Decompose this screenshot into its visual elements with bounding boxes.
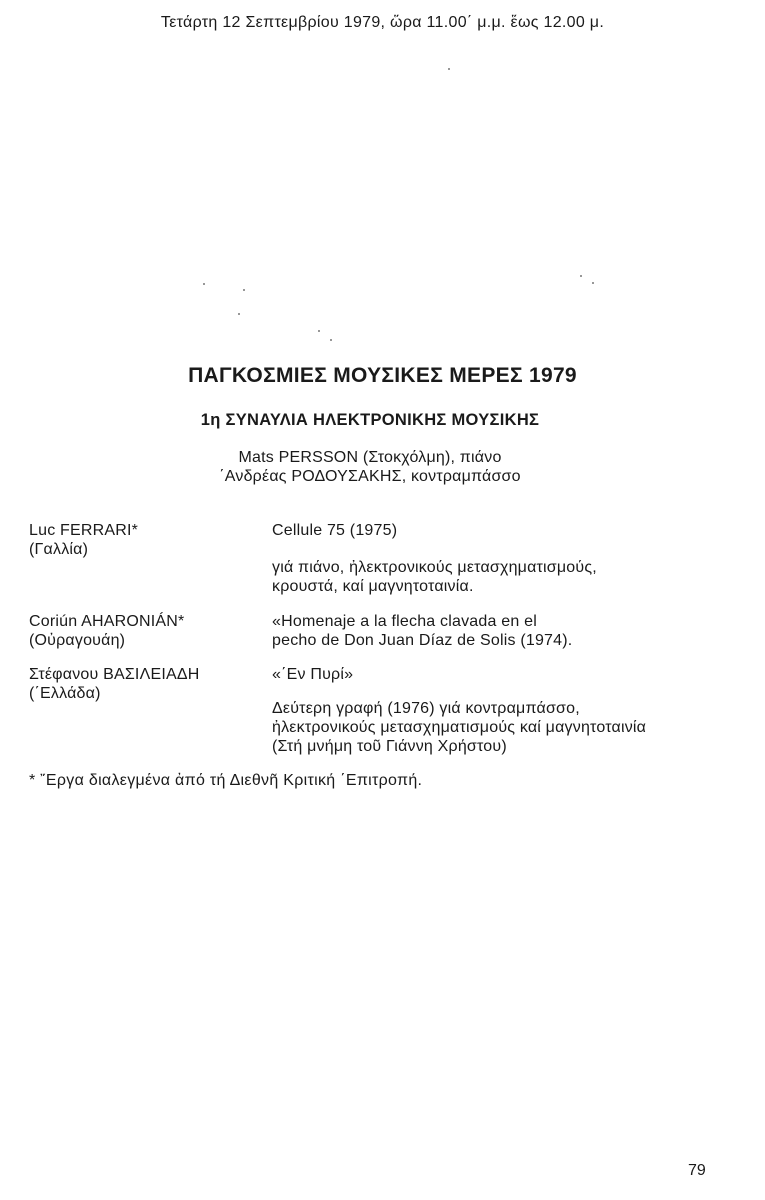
concert-subtitle: 1η ΣΥΝΑΥΛΙΑ ΗΛΕΚΤΡΟΝΙΚΗΣ ΜΟΥΣΙΚΗΣ: [200, 411, 540, 429]
work-description-line: Δεύτερη γραφή (1976) γιά κοντραμπάσσο,: [272, 700, 580, 717]
work-title: Cellule 75 (1975): [272, 522, 398, 539]
composer-entry: [29, 612, 259, 650]
work-description-line: γιά πιάνο, ἠλεκτρονικούς μετασχηματισμούς,: [272, 559, 597, 576]
composer-entry: [29, 665, 259, 703]
performer-line: ΄Ανδρέας ΡΟΔΟΥΣΑΚΗΣ, κοντραμπάσσο: [219, 468, 521, 485]
print-speck: [318, 330, 320, 332]
footnote: * ῎Εργα διαλεγμένα ἀπό τή Διεθνῆ Κριτική ΄Επιτροπή.: [29, 772, 423, 789]
print-speck: [203, 283, 205, 285]
work-title-line: «Homenaje a la flecha clavada en el: [272, 613, 537, 630]
work-description-line: κρουστά, καί μαγνητοταινία.: [272, 578, 474, 595]
composer-country: (΄Ελλάδα): [29, 685, 101, 702]
performers-block: [0, 448, 740, 486]
composer-entry: [29, 521, 259, 559]
print-speck: [330, 339, 332, 341]
print-speck: [243, 289, 245, 291]
composer-name: Στέφανου ΒΑΣΙΛΕΙΑΔΗ: [29, 666, 200, 683]
performer-line: Mats PERSSON (Στοκχόλμη), πιάνο: [238, 449, 502, 466]
print-speck: [580, 275, 582, 277]
composer-name: Coriún AHARONIÁN*: [29, 613, 185, 630]
page-title: ΠΑΓΚΟΣΜΙΕΣ ΜΟΥΣΙΚΕΣ ΜΕΡΕΣ 1979: [188, 364, 577, 387]
dateline: Τετάρτη 12 Σεπτεμβρίου 1979, ὥρα 11.00΄ μ.μ. ἕως 12.00 μ.: [160, 14, 605, 31]
work-title: «΄Εν Πυρί»: [272, 666, 354, 683]
composer-country: (Οὐραγουάη): [29, 632, 126, 649]
print-speck: [238, 313, 240, 315]
work-entry: [272, 665, 742, 756]
work-title-line: pecho de Don Juan Díaz de Solis (1974).: [272, 632, 573, 649]
work-description-line: ἠλεκτρονικούς μετασχηματισμούς καί μαγνητοταινία: [272, 719, 647, 736]
print-speck: [448, 68, 450, 70]
composer-name: Luc FERRARI*: [29, 522, 139, 539]
page-number: 79: [688, 1162, 706, 1179]
work-description-line: (Στή μνήμη τοῦ Γιάννη Χρήστου): [272, 738, 507, 755]
composer-country: (Γαλλία): [29, 541, 89, 558]
print-speck: [592, 282, 594, 284]
work-entry: [272, 612, 742, 650]
work-entry: [272, 521, 742, 596]
